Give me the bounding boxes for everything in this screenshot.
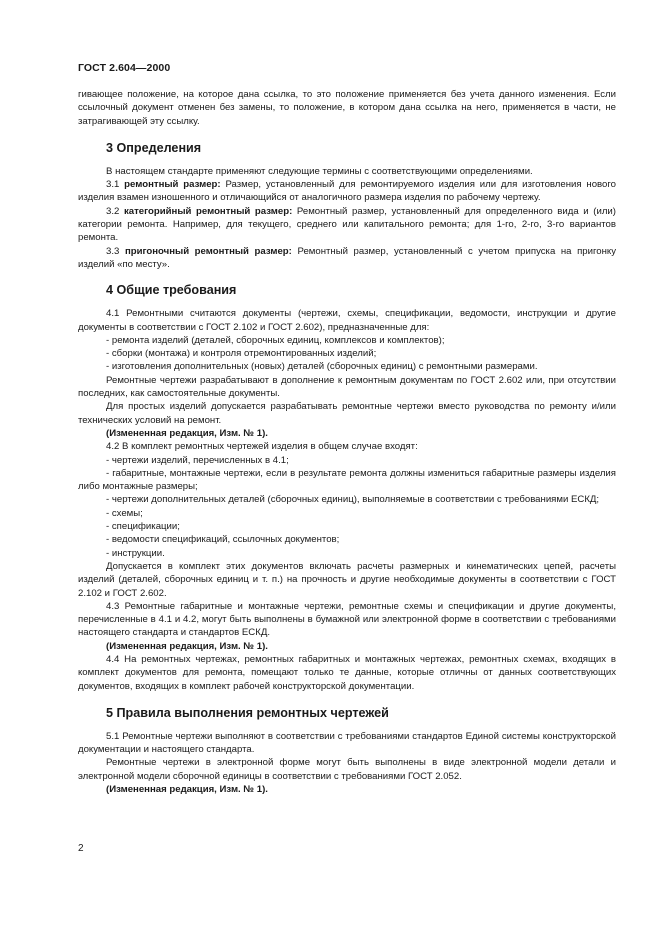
s5-paragraph-5-1: 5.1 Ремонтные чертежи выполняют в соответствии с требованиями стандартов Единой системы конструкторской документации и настоящего стандарта. <box>78 730 616 756</box>
term-definition: Ремонтный размер, установленный для определенного вида и (или) категории ремонта. Например, для текущего, среднего или капитального ремонта; для 1-го, 2-го, 3-го вариантов ремонта. <box>78 205 616 244</box>
s3-paragraph-0: В настоящем стандарте применяют следующие термины с соответствующими определениями. <box>106 165 533 177</box>
term-number: 3.3 <box>106 245 120 257</box>
s4-paragraph-4-4: 4.4 На ремонтных чертежах, ремонтных габаритных и монтажных чертежах, ремонтных схемах, входящих в комплект документов для ремонта, помещают только те данные, которые отличны от данных соответствующих документов, входящих в комплект рабочей конструкторской документации. <box>78 653 616 692</box>
s4-list-item: - габаритные, монтажные чертежи, если в результате ремонта должны измениться габаритные размеры изделия либо монтажные размеры; <box>78 467 616 493</box>
s4-list-item: - сборки (монтажа) и контроля отремонтированных изделий; <box>106 348 377 360</box>
s4-list-item: - ведомости спецификаций, ссылочных документов; <box>106 534 340 546</box>
s5-paragraph: Ремонтные чертежи в электронной форме могут быть выполнены в виде электронной модели детали и электронной модели сборочной единицы в соответствии с требованиями ГОСТ 2.052. <box>78 757 616 782</box>
s4-paragraph-4-2: 4.2 В комплект ремонтных чертежей изделия в общем случае входят: <box>106 441 418 453</box>
revision-note: (Измененная редакция, Изм. № 1). <box>106 640 268 652</box>
term-name: пригоночный ремонтный размер: <box>124 245 292 257</box>
document-header: ГОСТ 2.604—2000 <box>78 62 171 74</box>
s3-paragraph-3 <box>78 245 616 272</box>
s4-paragraph: Для простых изделий допускается разрабатывать ремонтные чертежи вместо руководства по ремонту и/или технических условий на ремонт. <box>78 401 616 426</box>
document-body <box>78 88 616 796</box>
s4-list-item: - чертежи дополнительных деталей (сборочных единиц), выполняемые в соответствии с требованиями ЕСКД; <box>106 494 600 506</box>
section-3-heading: 3 Определения <box>106 140 202 155</box>
revision-note: (Измененная редакция, Изм. № 1). <box>106 427 268 439</box>
page-number: 2 <box>78 843 84 854</box>
s4-paragraph-4-3: 4.3 Ремонтные габаритные и монтажные чертежи, ремонтные схемы и спецификации и другие документы, перечисленные в 4.1 и 4.2, могут быть выполнены в бумажной или электронной форме в соответствии с требованиями настоящего стандарта и стандартов ЕСКД. <box>78 600 616 639</box>
s4-list-item: - ремонта изделий (деталей, сборочных единиц, комплексов и комплектов); <box>106 334 445 346</box>
revision-note: (Измененная редакция, Изм. № 1). <box>106 784 268 796</box>
s4-list-item: - изготовления дополнительных (новых) деталей (сборочных единиц) с ремонтными размерами. <box>106 361 538 373</box>
term-name: ремонтный размер: <box>124 179 221 191</box>
s4-list-item: - инструкции. <box>106 547 165 559</box>
term-number: 3.2 <box>106 205 120 217</box>
s4-paragraph: Допускается в комплект этих документов включать расчеты размерных и кинематических цепей, расчеты изделий (деталей, сборочных единиц и т. п.) на прочность и другие необходимые документы в соответствии с ГОСТ 2.102 и ГОСТ 2.602. <box>78 560 616 599</box>
term-number: 3.1 <box>106 179 120 191</box>
s4-paragraph-4-1: 4.1 Ремонтными считаются документы (чертежи, схемы, спецификации, ведомости, инструкции и другие документы в соответствии с ГОСТ 2.102 и ГОСТ 2.602), предназначенные для: <box>78 308 616 333</box>
s4-list-item: - чертежи изделий, перечисленных в 4.1; <box>106 454 289 466</box>
s3-paragraph-1 <box>78 178 616 205</box>
term-definition: Размер, установленный для ремонтируемого изделия или для изготовления нового изделия взамен изношенного и отличающийся от аналогичного размера изделия по рабочему чертежу. <box>78 179 616 204</box>
term-definition: Ремонтный размер, установленный с учетом припуска на пригонку изделий «по месту». <box>78 245 617 270</box>
section-5-heading: 5 Правила выполнения ремонтных чертежей <box>106 705 389 720</box>
section-4-heading: 4 Общие требования <box>106 283 237 298</box>
s3-paragraph-2 <box>78 205 616 245</box>
s4-list-item: - схемы; <box>106 507 143 519</box>
s4-paragraph: Ремонтные чертежи разрабатывают в дополнение к ремонтным документам по ГОСТ 2.602 или, при отсутствии последних, как самостоятельные документы. <box>78 374 616 400</box>
s4-list-item: - спецификации; <box>106 521 180 533</box>
term-name: категорийный ремонтный размер: <box>123 205 293 217</box>
intro-paragraph: гивающее положение, на которое дана ссылка, то это положение применяется без учета данного изменения. Если ссылочный документ отменен без замены, то положение, в котором дана ссылка на него, применяется в части, не затрагивающей эту ссылку. <box>78 89 616 127</box>
